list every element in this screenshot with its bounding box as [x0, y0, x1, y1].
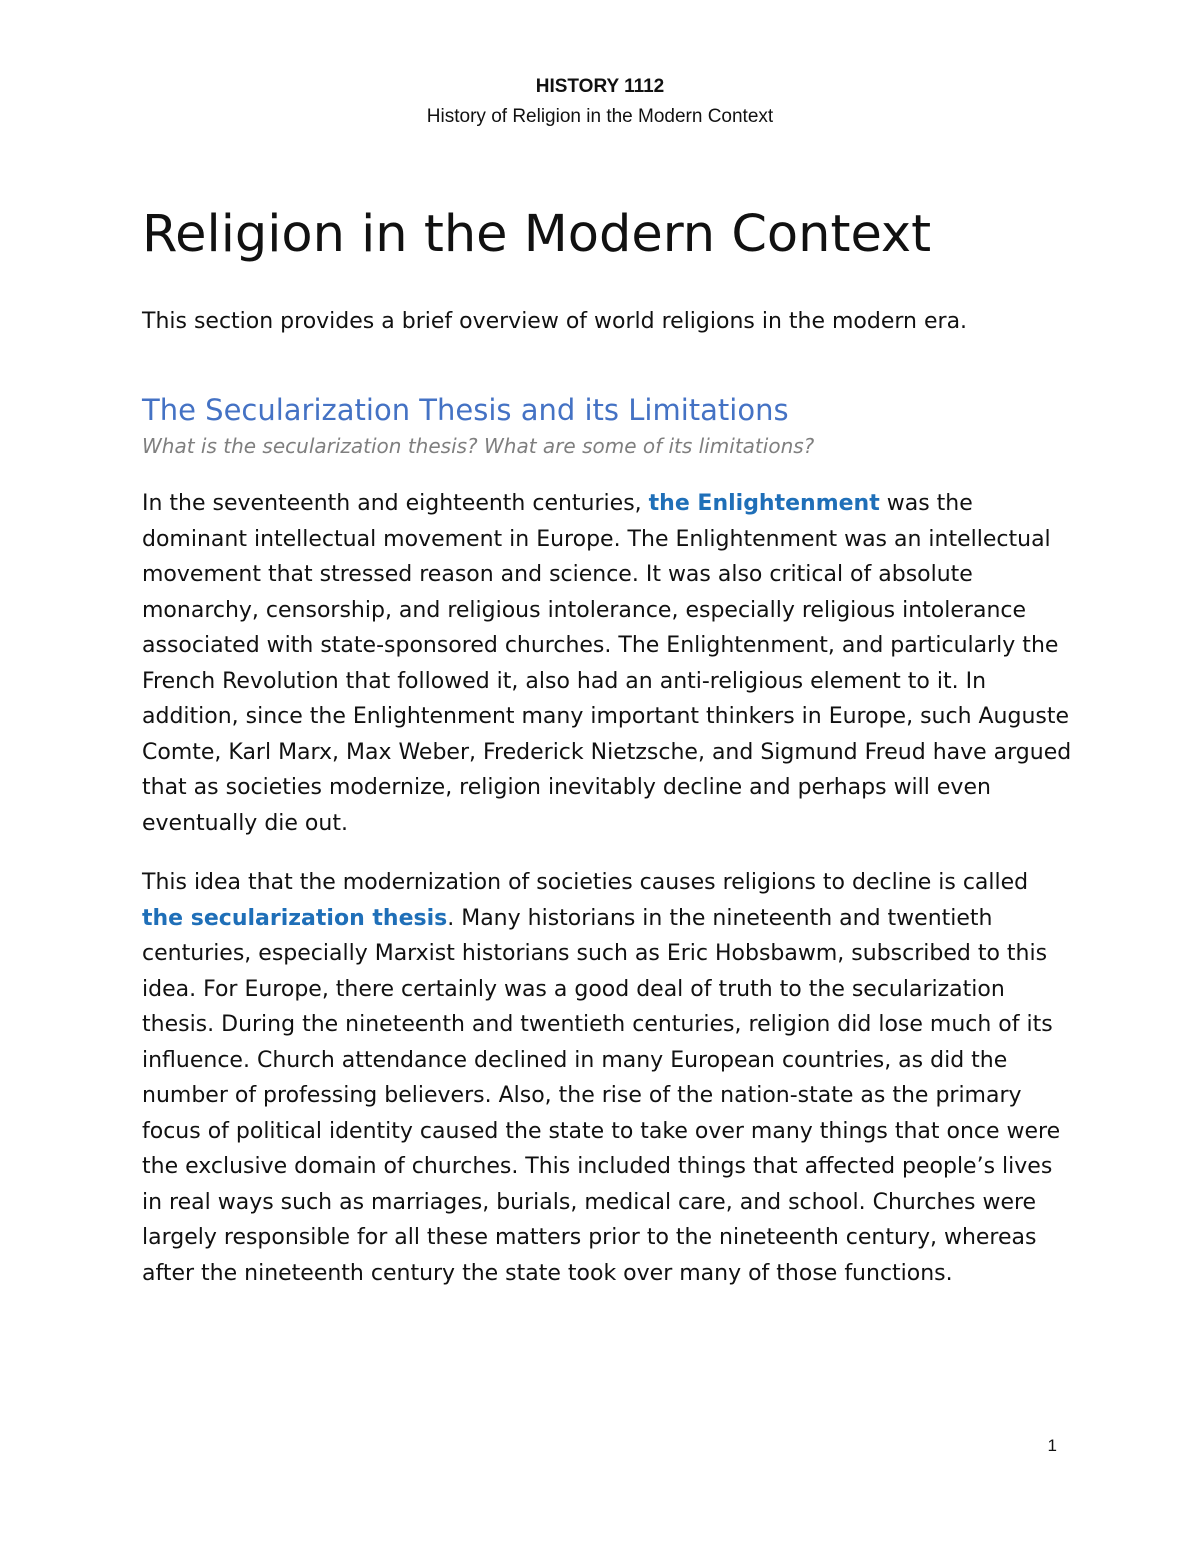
document-body — [142, 200, 1072, 1315]
document-title: Religion in the Modern Context — [142, 205, 932, 264]
section-heading: The Secularization Thesis and its Limitations — [142, 393, 789, 427]
page-header — [0, 72, 1200, 132]
paragraph-text: In the seventeenth and eighteenth centuries, — [142, 491, 649, 516]
page-number: 1 — [1047, 1436, 1057, 1455]
term-secularization-thesis: the secularization thesis — [142, 905, 448, 931]
body-paragraph-secularization — [142, 865, 1072, 1291]
course-title: History of Religion in the Modern Context — [426, 106, 774, 127]
body-paragraph-enlightenment — [142, 486, 1072, 841]
intro-paragraph: This section provides a brief overview of world religions in the modern era. — [142, 309, 968, 334]
term-enlightenment: the Enlightenment — [648, 491, 880, 516]
paragraph-text: This idea that the modernization of societies causes religions to decline is called — [142, 870, 1029, 895]
paragraph-text: was the dominant intellectual movement in Europe. The Enlightenment was an intellectual movement that stressed reason and science. It was also critical of absolute monarchy, censorship, and religious intolerance, especially religious intolerance associated with state-sponsored churches. The Enlightenment, and particularly the French Revolution that followed it, also had an anti-religious element to it. In addition, since the Enlightenment many important thinkers in Europe, such Auguste Comte, Karl Marx, Max Weber, Frederick Nietzsche, and Sigmund Freud have argued that as societies modernize, religion inevitably decline and perhaps will even eventually die out. — [142, 491, 1072, 836]
paragraph-text: . Many historians in the nineteenth and twentieth centuries, especially Marxist historians such as Eric Hobsbawm, subscribed to this idea. For Europe, there certainly was a good deal of truth to the secularization thesis. During the nineteenth and twentieth centuries, religion did lose much of its influence. Church attendance declined in many European countries, as did the number of professing believers. Also, the rise of the nation-state as the primary focus of political identity caused the state to take over many things that once were the exclusive domain of churches. This included things that affected people’s lives in real ways such as marriages, burials, medical care, and school. Churches were largely responsible for all these matters prior to the nineteenth century, whereas after the nineteenth century the state took over many of those functions. — [142, 905, 1061, 1286]
course-code: HISTORY 1112 — [535, 76, 665, 97]
section-subheading: What is the secularization thesis? What are some of its limitations? — [142, 434, 815, 458]
